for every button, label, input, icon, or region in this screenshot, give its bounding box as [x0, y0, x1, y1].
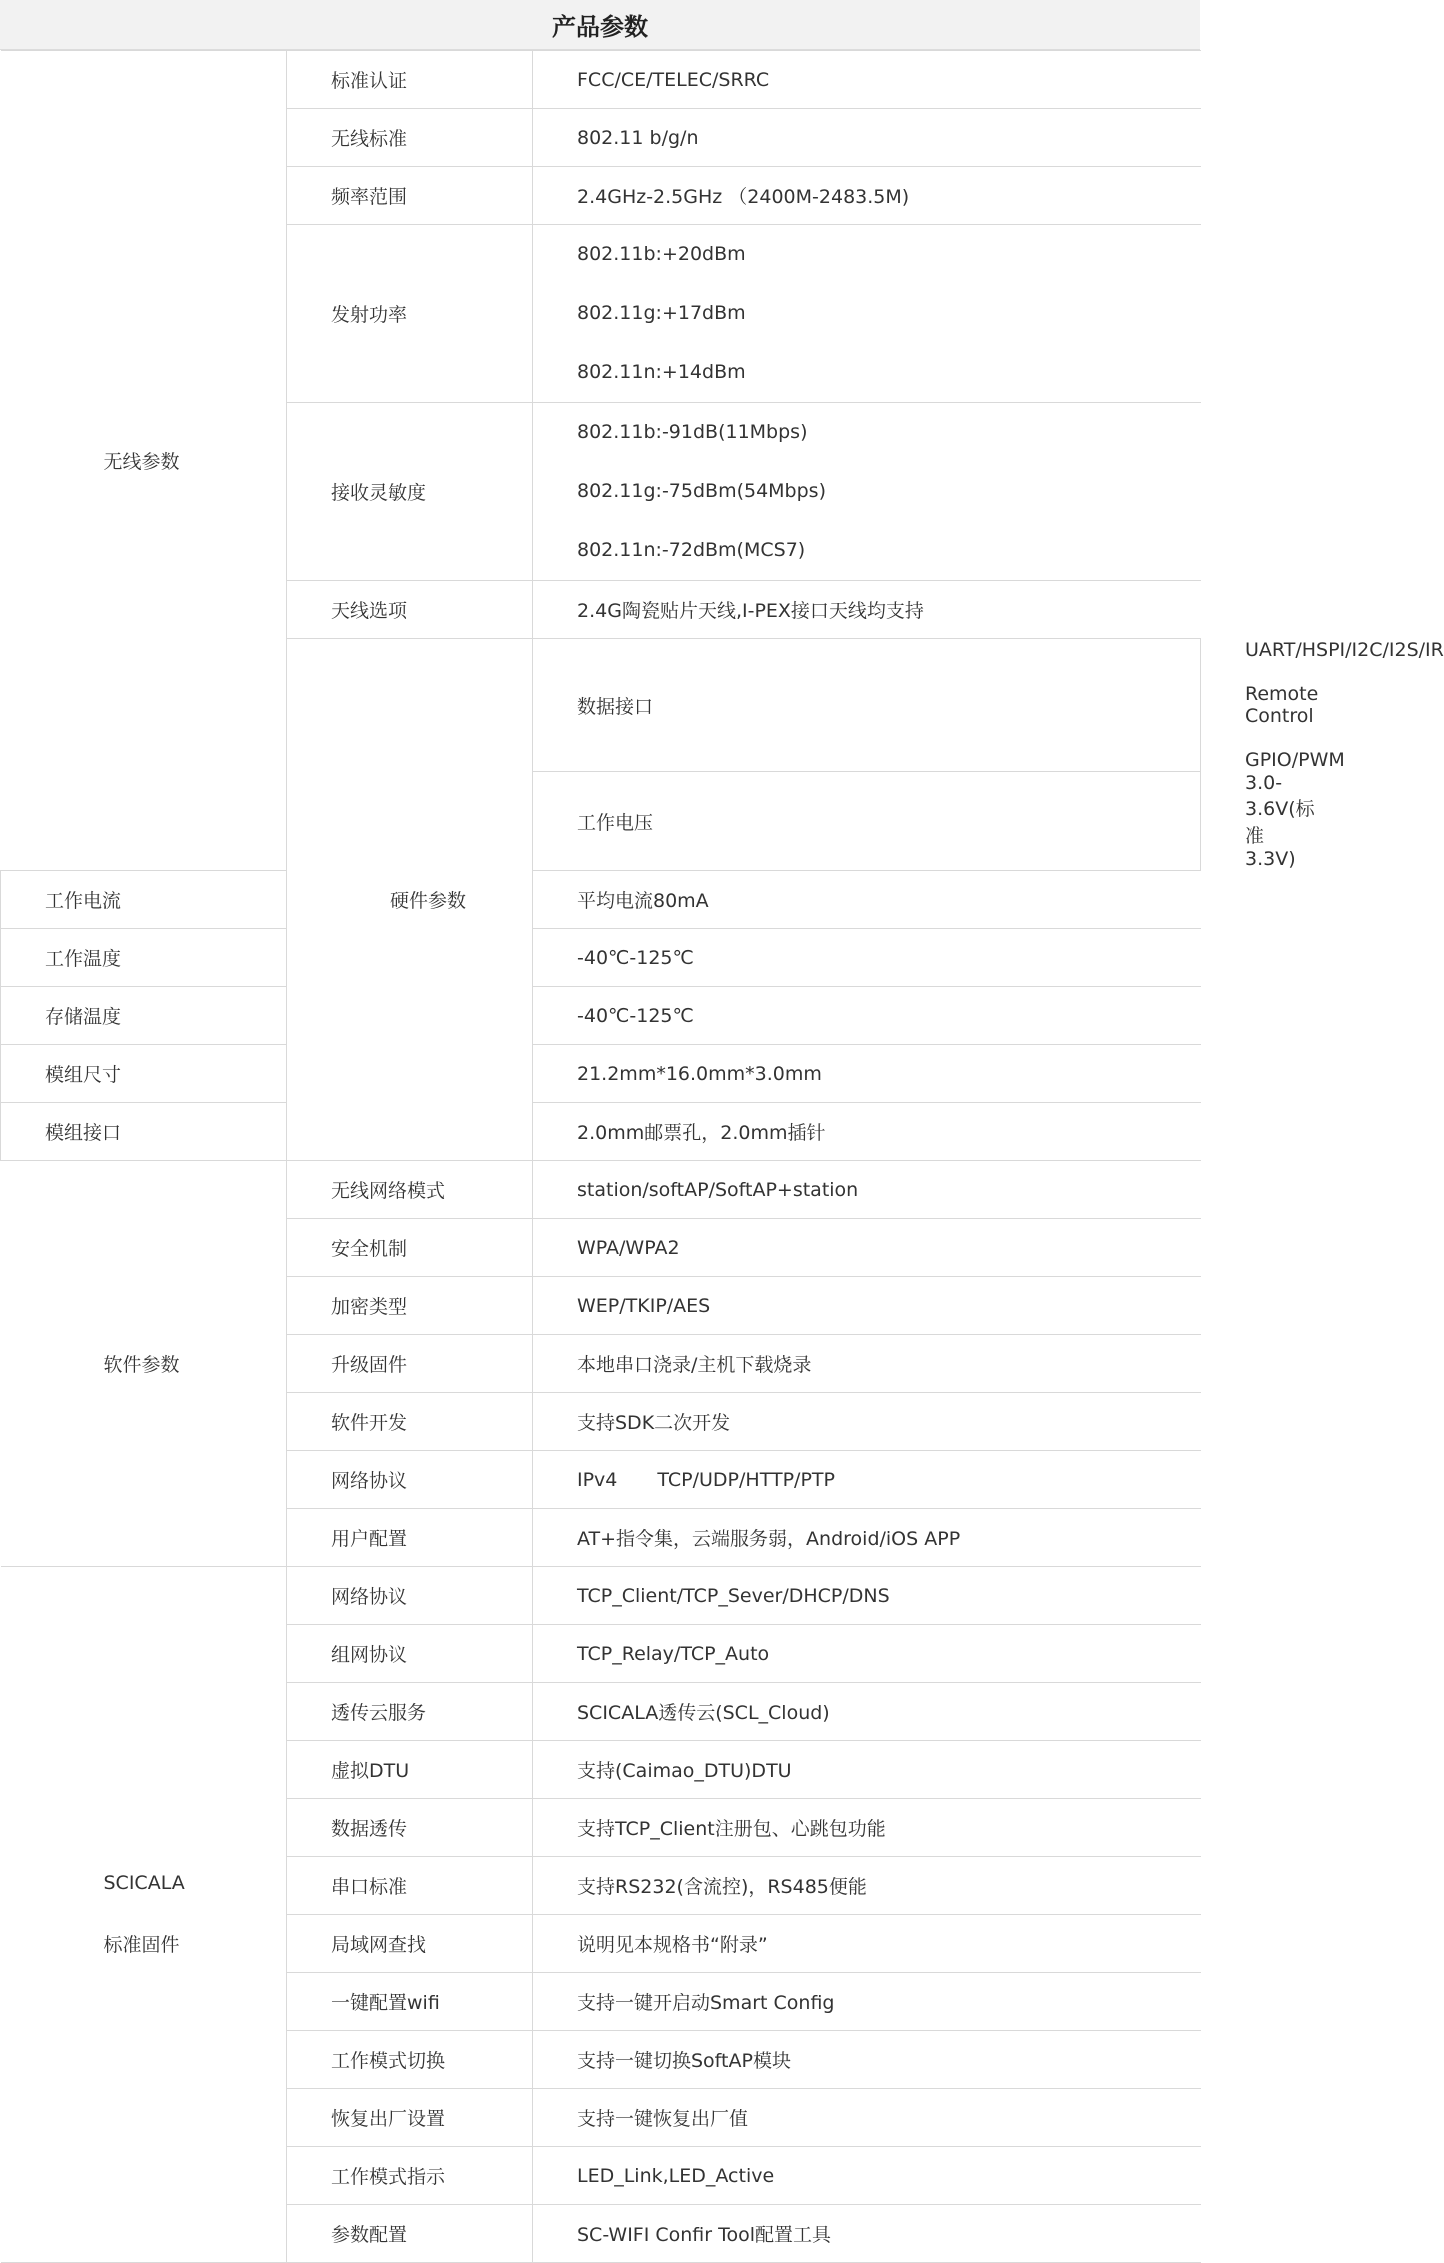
row-label: 频率范围 — [287, 167, 533, 225]
row-label: 虚拟DTU — [287, 1741, 533, 1799]
row-value: AT+指令集，云端服务弱，Android/iOS APP — [533, 1509, 1201, 1567]
table-row: 工作电压 3.0-3.6V(标准3.3V) — [1, 772, 1201, 871]
row-value: WPA/WPA2 — [533, 1219, 1201, 1277]
row-label: 工作模式切换 — [287, 2031, 533, 2089]
row-value: -40℃-125℃ — [533, 929, 1201, 987]
table-row — [1, 1045, 1201, 1103]
page-title: 产品参数 — [0, 0, 1200, 50]
row-label: 工作模式指示 — [287, 2147, 533, 2205]
row-label: 数据透传 — [287, 1799, 533, 1857]
row-label: 数据接口 — [533, 639, 1201, 772]
row-label: 加密类型 — [287, 1277, 533, 1335]
row-value: 支持一键恢复出厂值 — [533, 2089, 1201, 2147]
row-value: 21.2mm*16.0mm*3.0mm — [533, 1045, 1201, 1103]
row-label: 网络协议 — [287, 1451, 533, 1509]
row-label: 工作电流 — [1, 871, 287, 929]
row-label: 恢复出厂设置 — [287, 2089, 533, 2147]
row-label: 透传云服务 — [287, 1683, 533, 1741]
row-label: 标准认证 — [287, 51, 533, 109]
row-label: 安全机制 — [287, 1219, 533, 1277]
row-value: 支持一键开启动Smart Config — [533, 1973, 1201, 2031]
row-label: 接收灵敏度 — [287, 403, 533, 581]
row-label: 升级固件 — [287, 1335, 533, 1393]
group-firmware — [1, 1567, 287, 2263]
row-value — [533, 1451, 1201, 1509]
row-value: 支持RS232(含流控)，RS485便能 — [533, 1857, 1201, 1915]
table-row — [1, 987, 1201, 1045]
table-row — [1, 1161, 1201, 1219]
row-value: -40℃-125℃ — [533, 987, 1201, 1045]
row-label: 用户配置 — [287, 1509, 533, 1567]
spec-table — [0, 50, 1444, 2263]
group-wireless: 无线参数 — [1, 51, 287, 871]
row-value: station/softAP/SoftAP+station — [533, 1161, 1201, 1219]
table-row — [1, 1567, 1201, 1625]
value-part: IPv4 — [577, 1468, 618, 1491]
value-part: TCP/UDP/HTTP/PTP — [657, 1468, 835, 1491]
row-value: 支持(Caimao_DTU)DTU — [533, 1741, 1201, 1799]
group-name-line: SCICALA — [103, 1872, 185, 1894]
row-value: 802.11 b/g/n — [533, 109, 1201, 167]
value-part: GPIO/PWM — [1245, 749, 1345, 771]
row-label: 一键配置wifi — [287, 1973, 533, 2031]
row-value: SCICALA透传云(SCL_Cloud) — [533, 1683, 1201, 1741]
row-label: 参数配置 — [287, 2205, 533, 2263]
row-label: 模组接口 — [1, 1103, 287, 1161]
row-value: 支持TCP_Client注册包、心跳包功能 — [533, 1799, 1201, 1857]
value-line: 802.11n:+14dBm — [577, 361, 746, 383]
row-value: 支持一键切换SoftAP模块 — [533, 2031, 1201, 2089]
row-label: 无线标准 — [287, 109, 533, 167]
row-label: 天线选项 — [287, 581, 533, 639]
table-row — [1, 51, 1201, 109]
row-value: 本地串口浇录/主机下载烧录 — [533, 1335, 1201, 1393]
row-value: 2.0mm邮票孔，2.0mm插针 — [533, 1103, 1201, 1161]
row-value: LED_Link,LED_Active — [533, 2147, 1201, 2205]
row-value: 支持SDK二次开发 — [533, 1393, 1201, 1451]
value-line: 802.11b:-91dB(11Mbps) — [577, 421, 808, 443]
value-line: 802.11n:-72dBm(MCS7) — [577, 539, 806, 561]
row-label: 发射功率 — [287, 225, 533, 403]
row-value: 2.4GHz-2.5GHz （2400M-2483.5M) — [533, 167, 1201, 225]
row-value-multi — [533, 225, 1201, 403]
row-label: 工作电压 — [533, 772, 1201, 871]
row-value: 2.4G陶瓷贴片天线,I-PEX接口天线均支持 — [533, 581, 1201, 639]
row-value-multi — [533, 403, 1201, 581]
row-label: 模组尺寸 — [1, 1045, 287, 1103]
group-hardware: 硬件参数 — [287, 639, 533, 1161]
value-part: UART/HSPI/I2C/I2S/IR — [1245, 639, 1444, 661]
value-line: 802.11g:-75dBm(54Mbps) — [577, 480, 826, 502]
value-line: 802.11b:+20dBm — [577, 243, 746, 265]
row-value: SC-WIFI Confir Tool配置工具 — [533, 2205, 1201, 2263]
row-label: 组网协议 — [287, 1625, 533, 1683]
table-row — [1, 929, 1201, 987]
row-label: 工作温度 — [1, 929, 287, 987]
row-label: 存储温度 — [1, 987, 287, 1045]
table-row — [1, 871, 1201, 929]
group-software: 软件参数 — [1, 1161, 287, 1567]
row-label: 无线网络模式 — [287, 1161, 533, 1219]
value-line: 802.11g:+17dBm — [577, 302, 746, 324]
row-value: 平均电流80mA — [533, 871, 1201, 929]
row-label: 局域网查找 — [287, 1915, 533, 1973]
row-value: WEP/TKIP/AES — [533, 1277, 1201, 1335]
table-row — [1, 1103, 1201, 1161]
row-value: TCP_Relay/TCP_Auto — [533, 1625, 1201, 1683]
row-value: FCC/CE/TELEC/SRRC — [533, 51, 1201, 109]
row-value: 说明见本规格书“附录” — [533, 1915, 1201, 1973]
group-name-line: 标准固件 — [103, 1934, 180, 1956]
value-part: Remote Control — [1245, 683, 1319, 727]
row-label: 串口标准 — [287, 1857, 533, 1915]
row-label: 网络协议 — [287, 1567, 533, 1625]
row-value: TCP_Client/TCP_Sever/DHCP/DNS — [533, 1567, 1201, 1625]
row-label: 软件开发 — [287, 1393, 533, 1451]
